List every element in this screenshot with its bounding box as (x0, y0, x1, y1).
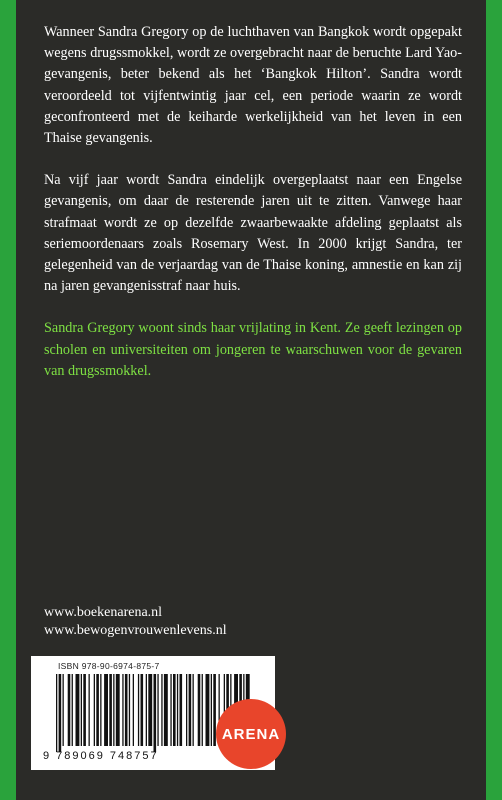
barcode-bar (96, 674, 99, 746)
barcode-bar (138, 674, 139, 746)
barcode-bar (56, 674, 57, 752)
barcode-bar (170, 674, 171, 746)
barcode-bar (104, 674, 108, 746)
barcode-bar (154, 674, 157, 752)
barcode-bar (189, 674, 192, 746)
barcode-bar (133, 674, 134, 746)
barcode-bar (122, 674, 123, 746)
barcode-bar (211, 674, 212, 746)
barcode-bar (113, 674, 114, 746)
barcode-bar (161, 674, 162, 746)
barcode-bar (100, 674, 101, 746)
barcode-bar (76, 674, 80, 746)
barcode-bar (72, 674, 73, 746)
barcode-bar (68, 674, 71, 746)
arena-logo (215, 698, 287, 770)
barcode-bar (157, 674, 158, 746)
barcode-bar (193, 674, 194, 746)
barcode-bar (83, 674, 86, 746)
url-bewogenvrouwenlevens: www.bewogenvrouwenlevens.nl (44, 623, 227, 638)
logo-text: ARENA (221, 726, 281, 743)
barcode-bar (177, 674, 178, 746)
barcode-bar (94, 674, 95, 746)
barcode-bar (148, 674, 152, 746)
barcode-bar (59, 674, 62, 752)
barcode-bar (63, 674, 64, 746)
barcode-bar (89, 674, 90, 746)
barcode-bar (164, 674, 168, 746)
barcode-bar (180, 674, 183, 746)
barcode-bar (125, 674, 128, 746)
blurb (44, 22, 462, 403)
barcode-bar (116, 674, 120, 746)
barcode-bar (198, 674, 201, 746)
isbn-label: ISBN 978-90-6974-875-7 (58, 661, 160, 671)
barcode-bar (146, 674, 147, 746)
blurb-paragraph-3: Sandra Gregory woont sinds haar vrijlating in Kent. Ze geeft lezingen op scholen en universiteiten om jongeren te waarschuwen voor de gevaren van drugssmokkel. (44, 320, 462, 379)
barcode-bar (141, 674, 144, 746)
url-boekenarena: www.boekenarena.nl (44, 605, 163, 620)
website-links (44, 604, 227, 640)
barcode-bar (81, 674, 82, 746)
barcode-bar (202, 674, 203, 746)
barcode-bar (186, 674, 187, 746)
barcode-bar (109, 674, 112, 746)
barcode-bar (129, 674, 130, 746)
barcode-digits: 9 789069 748757 (43, 750, 159, 762)
barcode-bar (206, 674, 210, 746)
blurb-paragraph-1: Wanneer Sandra Gregory op de luchthaven van Bangkok wordt opgepakt wegens drugssmokkel, wordt ze overgebracht naar de beruchte Lard Yao-gevangenis, beter bekend als het ‘Bangkok Hilton’. Sandra wordt veroordeeld tot vijfentwintig jaar cel, een periode waarin ze wordt geconfronteerd met de keiharde werkelijkheid van het leven in een Thaise gevangenis. (44, 24, 462, 147)
barcode-bar (173, 674, 176, 746)
blurb-paragraph-2: Na vijf jaar wordt Sandra eindelijk overgeplaatst naar een Engelse gevangenis, om daar de resterende jaren uit te zitten. Vanwege haar strafmaat wordt ze op dezelfde zwaarbewaakte afdeling geplaatst als seriemoordenaars zoals Rosemary West. In 2000 krijgt Sandra, ter gelegenheid van de verjaardag van de Thaise koning, amnestie en kan zij na jaren gevangenisstraf naar huis. (44, 172, 462, 295)
